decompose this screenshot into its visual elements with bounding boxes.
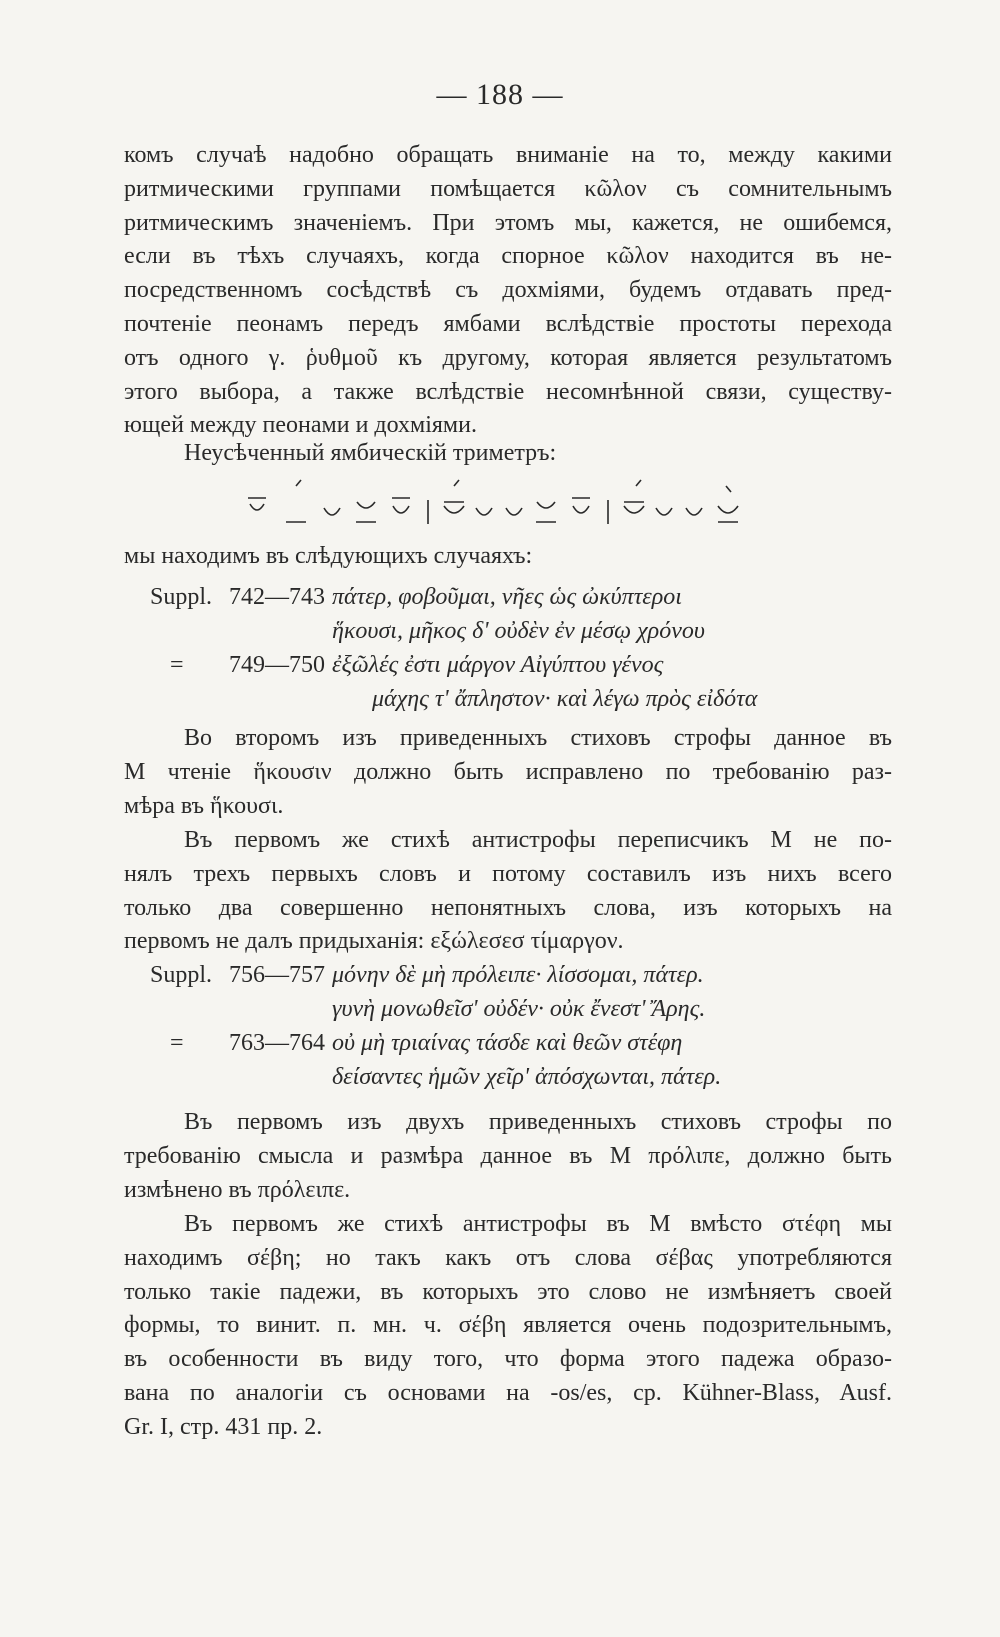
verse-range: 763—764 [229,1030,325,1056]
text-line: мы находимъ въ слѣдующихъ случаяхъ: [124,543,533,569]
text-line: Въ первомъ же стихѣ антистрофы въ М вмѣсто στέφη мы [184,1211,892,1237]
equals-sign: = [170,1030,184,1056]
text-line: ющей между пеонами и дохміями. [124,412,477,439]
verse-range: 756—757 [229,962,325,988]
text-line: М чтеніе ἥκουσιν должно быть исправлено по требованію раз- [124,758,892,785]
greek-verse: μάχης τ' ἄπληστον· καὶ λέγω πρὸς εἰδότα [372,686,758,712]
paragraph-1 [124,139,892,443]
trimeter-intro [124,437,892,471]
text-line: измѣнено въ πρόλειπε. [124,1176,351,1203]
text-line: комъ случаѣ надобно обращать вниманіе на то, между какими [124,142,892,168]
citation-line [124,584,892,618]
text-line: Неусѣченный ямбическій триметръ: [184,440,557,466]
text-line: первомъ не далъ придыханія: εξώλεσεσ τίμαργον. [124,928,624,955]
greek-verse: ἥκουσι, μῆκος δ' οὐδὲν ἐν μέσῳ χρόνου [332,618,705,644]
text-line: если въ тѣхъ случаяхъ, когда спорное κῶλον находится въ не- [124,243,892,270]
text-line: находимъ σέβη; но такъ какъ отъ слова σέβας употребляются [124,1244,892,1271]
paragraph-3 [124,824,892,959]
citation-line [124,1030,892,1064]
text-line: нялъ трехъ первыхъ словъ и потому составилъ изъ нихъ всего [124,860,892,887]
greek-verse: οὐ μὴ τριαίνας τάσδε καὶ θεῶν στέφη [332,1030,683,1056]
text-line: мѣра въ ἥκουσι. [124,792,284,819]
text-line: требованію смысла и размѣра данное въ М πρόλιπε, должно быть [124,1142,892,1169]
text-line: посредственномъ сосѣдствѣ съ дохміями, будемъ отдавать пред- [124,277,892,304]
page-number: — 188 — [436,78,564,111]
paragraph-4 [124,1106,892,1207]
citation-line [124,618,892,652]
found-intro [124,540,892,574]
text-line: только такіе падежи, въ которыхъ это слово не измѣняетъ своей [124,1278,892,1305]
paragraph-2 [124,722,892,823]
text-line: почтеніе пеонамъ передъ ямбами вслѣдствіе простоты перехода [124,310,892,337]
text-line: ритмическими группами помѣщается κῶλον съ сомнительнымъ [124,175,892,202]
text-line: этого выбора, а также вслѣдствіе несомнѣнной связи, существу- [124,378,892,405]
text-line: Въ первомъ изъ двухъ приведенныхъ стиховъ строфы по [184,1109,892,1135]
verse-range: 749—750 [229,652,325,678]
text-line: Въ первомъ же стихѣ антистрофы переписчикъ М не по- [184,827,892,853]
greek-verse: ἐξῶλές ἐστι μάργον Αἰγύπτου γένος [332,652,664,678]
paragraph-5 [124,1208,892,1445]
text-line: ритмическимъ значеніемъ. При этомъ мы, кажется, не ошибемся, [124,209,892,236]
verse-range: 742—743 [229,584,325,610]
text-line: въ особенности въ виду того, что форма этого падежа образо- [124,1346,892,1373]
greek-verse: δείσαντες ἡμῶν χεῖρ' ἀπόσχωνται, πάτερ. [332,1064,722,1090]
text-line: вана по аналогіи съ основами на -os/es, ср. Kühner-Blass, Ausf. [124,1379,892,1406]
greek-verse: πάτερ, φοβοῦμαι, νῆες ὡς ὠκύπτεροι [332,584,682,610]
citation-line [124,1064,892,1098]
text-line: Gr. I, стр. 431 пр. 2. [124,1413,323,1440]
text-line: отъ одного γ. ῥυθμοῦ къ другому, которая является результатомъ [124,344,892,371]
greek-verse: μόνην δὲ μὴ πρόλειπε· λίσσομαι, πάτερ. [332,962,704,988]
citation-line [124,996,892,1030]
citation-label: Suppl. [150,584,213,610]
citation-line [124,962,892,996]
metrical-scheme [244,478,784,528]
citation-label: Suppl. [150,962,213,988]
citation-line [124,686,892,720]
text-line: только два совершенно непонятныхъ слова, изъ которыхъ на [124,894,892,921]
citation-line [124,652,892,686]
text-line: формы, то винит. п. мн. ч. σέβη является очень подозрительнымъ, [124,1312,892,1339]
text-line: Во второмъ изъ приведенныхъ стиховъ строфы данное въ [184,725,892,751]
greek-verse: γυνὴ μονωθεῖσ' οὐδέν· οὐκ ἔνεστ' Ἄρης. [332,996,706,1022]
equals-sign: = [170,652,184,678]
